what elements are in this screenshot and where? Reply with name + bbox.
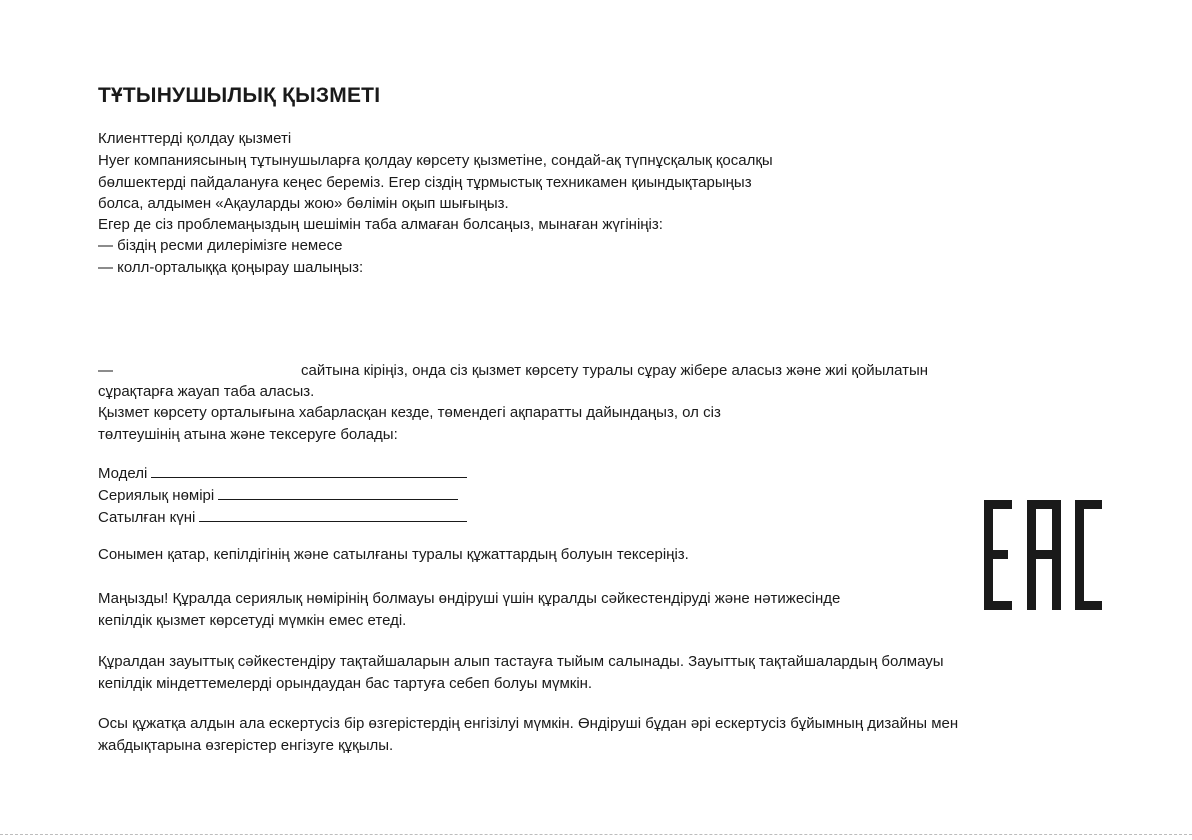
important-line-2: кепілдік қызмет көрсетуді мүмкін емес етеді. (98, 612, 407, 629)
plates-line-1: Құралдан зауыттық сәйкестендіру тақтайшаларын алып тастауға тыйым салынады. Зауыттық тақтайшалардың болмауы (98, 653, 944, 670)
serial-field (98, 485, 458, 505)
important-line-1: Маңызды! Құралда сериялық нөмірінің болмауы өндіруші үшін құралды сәйкестендіруді және нәтижесінде (98, 590, 841, 607)
serial-blank (218, 485, 458, 500)
call-center-option: — колл-орталыққа қоңырау шалыңыз: (98, 259, 364, 276)
model-field (98, 463, 467, 483)
website-line (98, 362, 928, 380)
intro-line-3: болса, алдымен «Ақауларды жою» бөлімін оқып шығыңыз. (98, 195, 509, 212)
serial-label: Сериялық нөмірі (98, 487, 215, 504)
prepare-line-2: төлтеушінің атына және тексеруге болады: (98, 426, 398, 443)
documents-note: Сонымен қатар, кепілдігінің және сатылғаны туралы құжаттардың болуын тексеріңіз. (98, 546, 689, 563)
website-text: сайтына кіріңіз, онда сіз қызмет көрсету туралы сұрау жібере аласыз және жиі қойылатын (301, 362, 929, 379)
model-label: Моделі (98, 465, 148, 482)
model-blank (151, 463, 467, 478)
intro-line-1: Hyer компаниясының тұтынушыларға қолдау көрсету қызметіне, сондай-ақ түпнұсқалық қосалқы (98, 152, 773, 169)
website-line-2: сұрақтарға жауап таба аласыз. (98, 383, 315, 400)
page-bottom-rule (0, 834, 1192, 835)
intro-line-2: бөлшектерді пайдалануға кеңес береміз. Егер сіздің тұрмыстық техникамен қиындықтарыңыз (98, 174, 752, 191)
page-title: ТҰТЫНУШЫЛЫҚ ҚЫЗМЕТІ (98, 84, 381, 107)
website-dash: — (98, 362, 113, 379)
eac-certification-logo (984, 500, 1102, 610)
support-heading: Клиенттерді қолдау қызметі (98, 130, 292, 147)
prepare-line-1: Қызмет көрсету орталығына хабарласқан кезде, төмендегі ақпаратты дайындаңыз, ол сіз (98, 404, 721, 421)
intro-line-4: Егер де сіз проблемаңыздың шешімін таба алмаған болсаңыз, мынаған жүгініңіз: (98, 216, 663, 233)
plates-line-2: кепілдік міндеттемелерді орындаудан бас тартуға себеп болуы мүмкін. (98, 675, 593, 692)
changes-line-1: Осы құжатқа алдын ала ескертусіз бір өзгерістердің енгізілуі мүмкін. Өндіруші бұдан әрі ескертусіз бұйымның дизайны мен (98, 715, 959, 732)
sale-date-blank (199, 507, 467, 522)
sale-date-field (98, 507, 467, 527)
dealer-option: — біздің ресми дилерімізге немесе (98, 237, 343, 254)
sale-date-label: Сатылған күні (98, 509, 196, 526)
changes-line-2: жабдықтарына өзгерістер енгізуге құқылы. (98, 737, 394, 754)
